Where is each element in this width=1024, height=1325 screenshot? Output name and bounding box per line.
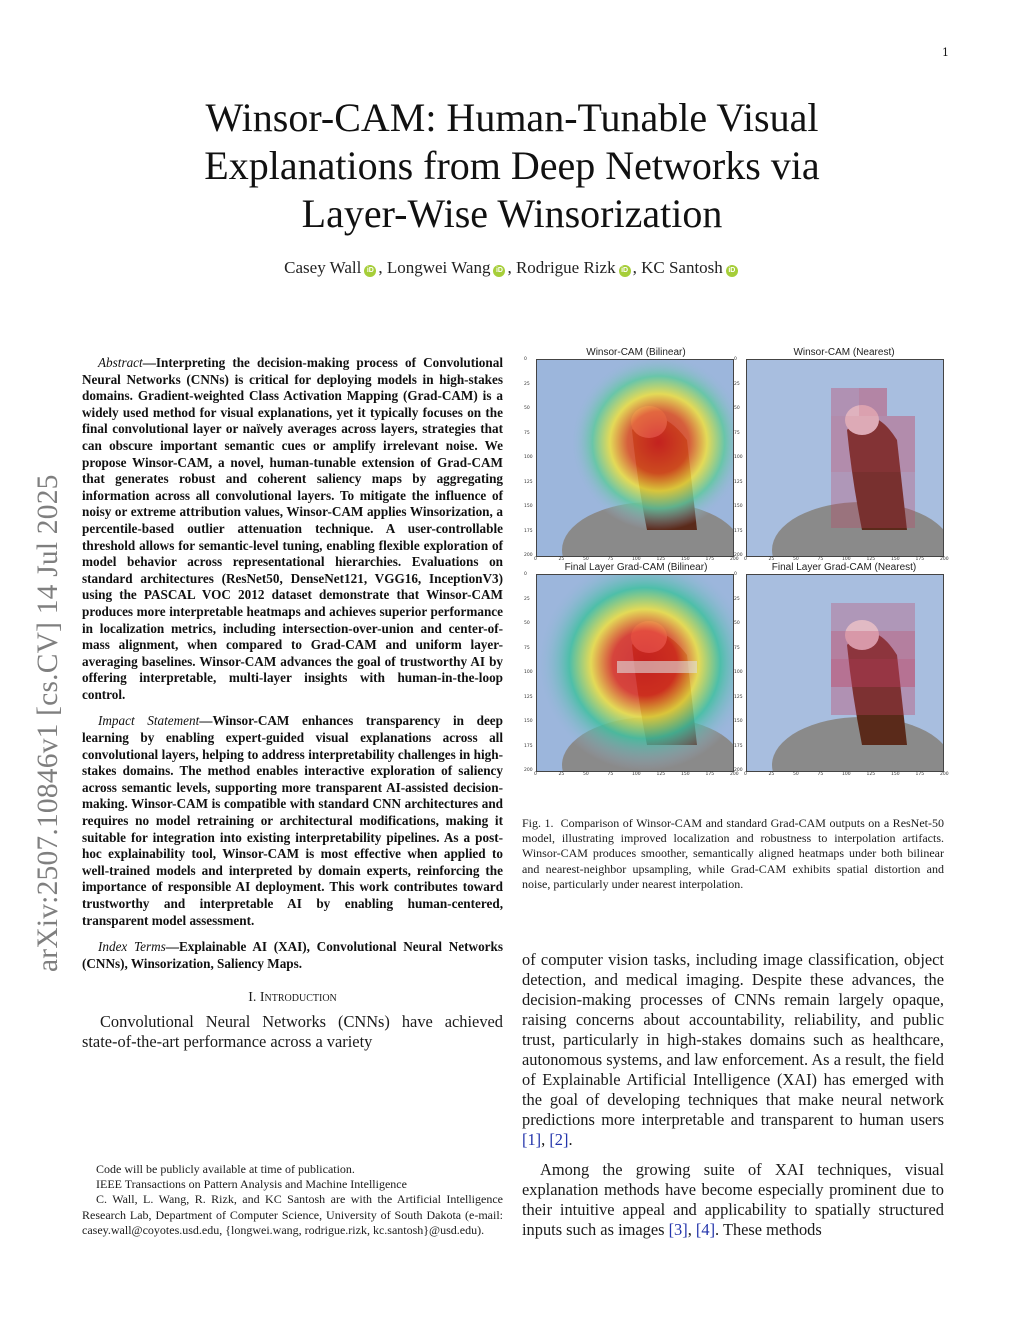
citation-link[interactable]: [3]: [668, 1220, 688, 1239]
y-tick-label: 75: [734, 645, 740, 651]
heatmap-winsor-nearest: [746, 359, 944, 557]
x-tick-label: 175: [705, 557, 715, 562]
index-terms-label: Index Terms: [98, 939, 166, 955]
y-tick-label: 0: [734, 357, 737, 362]
heatmap-gradcam-bilinear: [536, 574, 734, 772]
abstract-dash: —: [142, 355, 156, 370]
body-paragraph: [522, 1160, 944, 1240]
x-tick-label: 75: [607, 772, 614, 777]
paragraph-text: Among the growing suite of XAI techniques, visual explanation methods have become especially prominent due to their intuitive appeal and applicability to spatially structured inputs such as images: [522, 1160, 944, 1239]
y-tick-label: 125: [734, 694, 743, 700]
panel-title: Final Layer Grad-CAM (Bilinear): [564, 562, 708, 573]
x-tick-label: 0: [744, 772, 747, 777]
orcid-icon[interactable]: iD: [726, 265, 738, 277]
citation-separator: ,: [687, 1220, 696, 1239]
x-tick-label: 25: [768, 557, 775, 562]
y-tick-label: 50: [524, 621, 530, 626]
impact-label: Impact Statement: [98, 713, 200, 729]
y-tick-label: 175: [524, 743, 533, 749]
y-tick-label: 25: [524, 596, 530, 602]
caption-text: Comparison of Winsor-CAM and standard Grad-CAM outputs on a ResNet-50 model, illustrating improved localization and robustness to interpolation artifacts. Winsor-CAM produces smoother, semantically aligned heatmaps under both bilinear and nearest-neighbor upsampling, while Grad-CAM exhibits spatial distortion and noise, particularly under nearest interpolation.: [522, 816, 945, 891]
author-list: Casey Wall iD , Longwei Wang iD , Rodrigue Rizk iD , KC Santosh iD: [150, 258, 874, 278]
y-tick-label: 100: [524, 455, 533, 460]
x-tick-label: 150: [891, 772, 900, 777]
y-tick-label: 100: [524, 670, 533, 675]
x-tick-label: 150: [681, 557, 690, 562]
x-tick-label: 100: [842, 772, 851, 777]
y-tick-label: 50: [524, 406, 530, 411]
abstract-text: Interpreting the decision-making process of Convolutional Neural Networks (CNNs) is critical for deploying models in high-stakes domains. Gradient-weighted Class Activation Mapping (Grad-CAM) is a widely used method for visual explanations, yet it typically focuses on the final convolutional layer or naïvely averages across layers, strategies that can obscure important semantic cues or amplify irrelevant noise. We propose Winsor-CAM, a novel, human-tunable extension of Grad-CAM that generates robust and coherent saliency maps by aggregating information across all convolutional layers. To mitigate the influence of noisy or extreme attribution values, Winsor-CAM applies Winsorization, a percentile-based outlier attenuation technique. A user-controllable threshold allows for semantic-level tuning, enabling flexible exploration of model behavior across representational hierarchies. Evaluations on standard architectures (ResNet50, DenseNet121, VGG16, InceptionV3) using the PASCAL VOC 2012 dataset demonstrate that Winsor-CAM produces more interpretable heatmaps and achieves superior performance in localization metrics, including intersection-over-union and center-of-mass alignment, when compared to Grad-CAM and uniform layer-averaging baselines. Winsor-CAM advances the goal of trustworthy AI by offering interpretable, multi-layer insights with human-in-the-loop control.: [82, 355, 503, 702]
y-tick-label: 125: [524, 479, 533, 485]
y-tick-label: 175: [734, 743, 743, 749]
x-tick-label: 150: [891, 557, 900, 562]
x-tick-label: 100: [842, 557, 851, 562]
y-tick-label: 200: [734, 768, 743, 773]
x-tick-label: 50: [583, 557, 589, 562]
figure-1: [522, 347, 949, 787]
x-tick-label: 75: [817, 557, 824, 562]
paragraph-text: of computer vision tasks, including image classification, object detection, and medical imaging. Despite these advances, the decision-making processes of CNNs remain largely opaque, raising concerns about accountability, reliability, and public trust, particularly in high-stakes domains such as healthcare, autonomous systems, and law enforcement. As a result, the field of Explainable Artificial Intelligence (XAI) has emerged with the goal of developing techniques that make neural network predictions more interpretable and transparent to human users: [522, 950, 944, 1129]
y-tick-label: 125: [524, 694, 533, 700]
paragraph-text: .: [568, 1130, 573, 1149]
x-tick-label: 200: [940, 557, 949, 562]
x-tick-label: 0: [744, 557, 747, 562]
y-tick-label: 200: [524, 768, 533, 773]
x-tick-label: 0: [534, 772, 537, 777]
x-tick-label: 125: [866, 772, 876, 777]
figure-caption: [522, 816, 944, 892]
y-tick-label: 100: [734, 455, 743, 460]
abstract-label: Abstract: [98, 355, 143, 370]
x-tick-label: 100: [632, 557, 641, 562]
citation-link[interactable]: [1]: [522, 1130, 542, 1149]
y-tick-label: 75: [524, 645, 530, 651]
x-tick-label: 75: [817, 772, 824, 777]
x-tick-label: 50: [583, 772, 589, 777]
x-tick-label: 25: [768, 772, 775, 777]
footnote: Code will be publicly available at time of publication.: [96, 1162, 355, 1176]
paper-title: [140, 94, 884, 238]
title-line: Winsor-CAM: Human-Tunable Visual: [205, 95, 819, 140]
x-tick-label: 175: [705, 772, 715, 777]
x-tick-label: 25: [558, 772, 565, 777]
x-tick-label: 125: [656, 557, 666, 562]
citation-separator: ,: [541, 1130, 550, 1149]
intro-paragraph: Convolutional Neural Networks (CNNs) have achieved state-of-the-art performance across a variety: [82, 1012, 503, 1052]
section-heading-introduction: I. Introduction: [248, 990, 337, 1006]
y-tick-label: 200: [524, 553, 533, 558]
y-tick-label: 150: [524, 504, 533, 509]
author-name: Rodrigue Rizk: [515, 258, 616, 277]
abstract: [82, 355, 503, 703]
author-name: Longwei Wang: [386, 258, 491, 277]
orcid-icon[interactable]: iD: [619, 265, 631, 277]
author-name: KC Santosh: [641, 258, 723, 277]
title-line: Layer-Wise Winsorization: [301, 191, 723, 236]
index-terms: [82, 939, 503, 972]
right-column: [522, 950, 944, 1240]
footnote: C. Wall, L. Wang, R. Rizk, and KC Santosh are with the Artificial Intelligence Research Lab, Department of Computer Science, University of South Dakota (e-mail: casey.wall@coyotes.usd.edu, {longwei.wang, rodrigue.rizk, kc.santosh}@usd.edu).: [82, 1192, 503, 1237]
y-tick-label: 75: [524, 430, 530, 436]
x-tick-label: 50: [793, 772, 799, 777]
panel-title: Winsor-CAM (Nearest): [793, 347, 895, 358]
footnotes: [82, 1162, 503, 1238]
y-tick-label: 175: [734, 528, 743, 534]
y-tick-label: 25: [734, 596, 740, 602]
y-tick-label: 50: [734, 406, 740, 411]
y-tick-label: 25: [734, 381, 740, 387]
y-tick-label: 0: [524, 572, 527, 577]
x-tick-label: 175: [915, 557, 925, 562]
index-terms-dash: —: [165, 939, 179, 955]
x-tick-label: 125: [866, 557, 876, 562]
y-tick-label: 200: [734, 553, 743, 558]
citation-link[interactable]: [2]: [549, 1130, 569, 1149]
orcid-icon[interactable]: iD: [493, 265, 505, 277]
x-tick-label: 200: [730, 557, 739, 562]
y-tick-label: 25: [524, 381, 530, 387]
y-tick-label: 50: [734, 621, 740, 626]
footnote: IEEE Transactions on Pattern Analysis and Machine Intelligence: [96, 1177, 407, 1192]
x-tick-label: 75: [607, 557, 614, 562]
y-tick-label: 175: [524, 528, 533, 534]
x-tick-label: 25: [558, 557, 565, 562]
heatmap-gradcam-nearest: [746, 574, 944, 772]
y-tick-label: 125: [734, 479, 743, 485]
orcid-icon[interactable]: iD: [364, 265, 376, 277]
x-tick-label: 100: [632, 772, 641, 777]
left-column: [82, 355, 503, 1052]
impact-dash: —: [199, 713, 213, 729]
x-tick-label: 125: [656, 772, 666, 777]
citation-link[interactable]: [4]: [695, 1220, 716, 1239]
y-tick-label: 150: [734, 719, 743, 724]
heatmap-winsor-bilinear: [536, 359, 734, 557]
y-tick-label: 150: [524, 719, 533, 724]
impact-text: Winsor-CAM enhances transparency in deep learning by enabling expert-guided visual explanations across all convolutional layers, helping to address interpretability challenges in high-stakes domains. The method enables interactive exploration of saliency across semantic levels, supporting more transparent AI-assisted decision-making. Winsor-CAM is compatible with standard CNN architectures and requires no model retraining or architectural modifications, making it suitable for integration into existing interpretability pipelines. As a post-hoc explainability tool, Winsor-CAM is most effective when applied to well-trained models and interpreted by domain experts, reinforcing the importance of responsible AI deployment. This work contributes toward trustworthy and interpretable AI by enabling human-centered, transparent model assessment.: [82, 713, 503, 928]
index-terms-text: Explainable AI (XAI), Convolutional Neural Networks (CNNs), Winsorization, Saliency Maps.: [82, 939, 503, 971]
x-tick-label: 175: [915, 772, 925, 777]
title-line: Explanations from Deep Networks via: [204, 143, 820, 188]
paragraph-text: . These methods: [715, 1220, 822, 1239]
caption-label: Fig. 1.: [522, 816, 554, 830]
x-tick-label: 150: [681, 772, 690, 777]
impact-statement: [82, 713, 503, 929]
arxiv-stamp-text: arXiv:2507.10846v1 [cs.CV] 14 Jul 2025: [32, 474, 64, 972]
x-tick-label: 200: [730, 772, 739, 777]
panel-title: Final Layer Grad-CAM (Nearest): [771, 562, 917, 573]
arxiv-stamp: [30, 372, 70, 972]
y-tick-label: 150: [734, 504, 743, 509]
y-tick-label: 0: [524, 357, 527, 362]
y-tick-label: 100: [734, 670, 743, 675]
body-paragraph: [522, 950, 944, 1150]
panel-title: Winsor-CAM (Bilinear): [586, 347, 686, 358]
author-name: Casey Wall: [284, 258, 362, 277]
x-tick-label: 200: [940, 772, 949, 777]
page-number: 1: [942, 46, 949, 59]
y-tick-label: 75: [734, 430, 740, 436]
x-tick-label: 0: [534, 557, 537, 562]
y-tick-label: 0: [734, 572, 737, 577]
x-tick-label: 50: [793, 557, 799, 562]
